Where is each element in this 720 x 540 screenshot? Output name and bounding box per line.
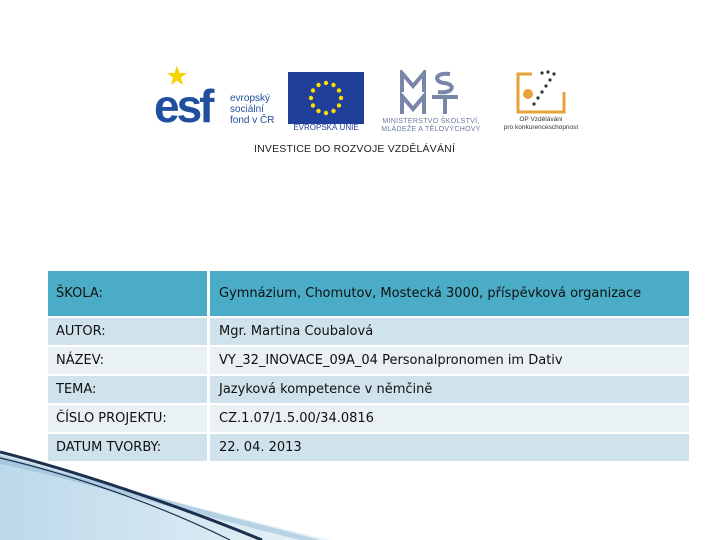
msmt-caption <box>366 118 496 134</box>
row-label-skola: ŠKOLA: <box>48 271 210 318</box>
op-vzdelavani-logo-icon <box>514 68 570 116</box>
decorative-swoosh <box>0 440 330 540</box>
row-value-tema: Jazyková kompetence v němčině <box>210 376 689 405</box>
eu-caption: EVROPSKÁ UNIE <box>293 123 359 132</box>
esf-text-line2: sociální <box>230 104 264 115</box>
table-row-nazev <box>48 347 689 376</box>
eu-flag-icon <box>288 72 364 124</box>
table-row-skola <box>48 271 689 318</box>
table-row-tema <box>48 376 689 405</box>
eu-stars <box>288 72 364 124</box>
esf-text-line1: evropský <box>230 93 271 104</box>
msmt-caption-line2: MLÁDEŽE A TĚLOVÝCHOVY <box>381 126 481 133</box>
op-caption-line2: pro konkurenceschopnost <box>503 123 579 131</box>
row-label-cislo-projektu: ČÍSLO PROJEKTU: <box>48 405 210 434</box>
logo-banner <box>0 0 720 170</box>
row-value-skola: Gymnázium, Chomutov, Mostecká 3000, příspěvková organizace <box>210 271 689 318</box>
esf-letters: esf <box>154 80 212 132</box>
row-label-tema: TEMA: <box>48 376 210 405</box>
table-row-cislo-projektu <box>48 405 689 434</box>
op-caption <box>496 116 586 131</box>
project-info-table <box>48 271 689 463</box>
investice-tagline: INVESTICE DO ROZVOJE VZDĚLÁVÁNÍ <box>254 143 456 155</box>
op-caption-line1: OP Vzdělávání <box>519 116 563 123</box>
row-label-autor: AUTOR: <box>48 318 210 347</box>
row-value-autor: Mgr. Martina Coubalová <box>210 318 689 347</box>
table-row-autor <box>48 318 689 347</box>
esf-text-line3: fond v ČR <box>230 115 275 126</box>
row-value-nazev: VY_32_INOVACE_09A_04 Personalpronomen im Dativ <box>210 347 689 376</box>
msmt-logo-icon <box>398 70 464 116</box>
msmt-caption-line1: MINISTERSTVO ŠKOLSTVÍ, <box>382 118 480 125</box>
row-label-nazev: NÁZEV: <box>48 347 210 376</box>
row-value-cislo-projektu: CZ.1.07/1.5.00/34.0816 <box>210 405 689 434</box>
row-label-datum-tvorby: DATUM TVORBY: <box>48 434 210 463</box>
row-value-datum-tvorby: 22. 04. 2013 <box>210 434 689 463</box>
